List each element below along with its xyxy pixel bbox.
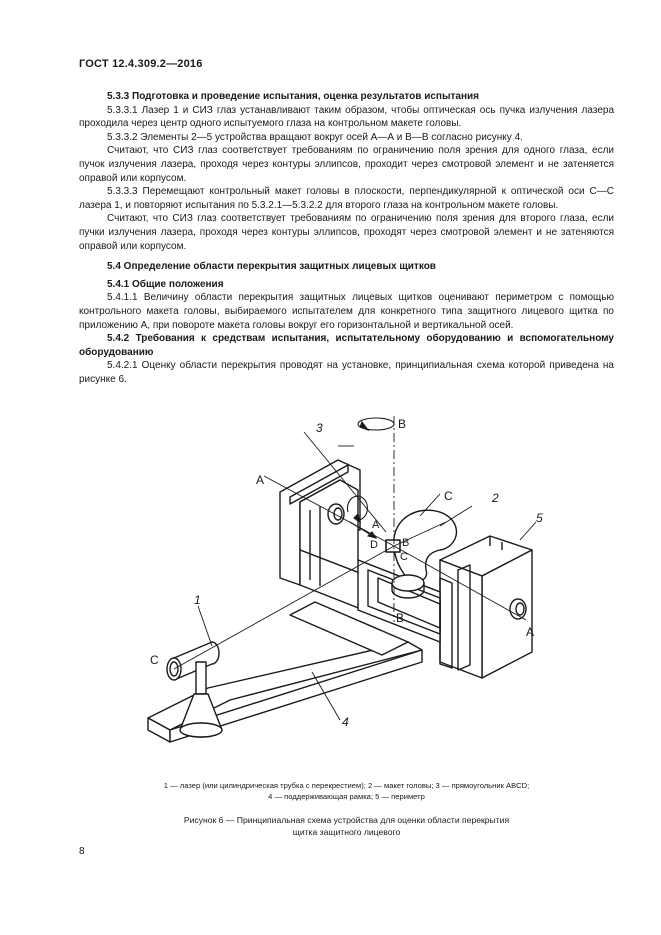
paragraph: 5.3.3.3 Перемещают контрольный макет головы в плоскости, перпендикулярной к оптической оси С—С лазера 1, и повторяют испытания по 5.3.2.1—5.3.2.2 для второго глаза на контрольном макете головы. — [79, 186, 614, 211]
label-b-top: B — [398, 417, 407, 431]
label-c-top: C — [444, 489, 453, 503]
section-heading: 5.4 Определение области перекрытия защитных лицевых щитков — [107, 261, 436, 273]
legend-line: 1 — лазер (или цилиндрическая трубка с перекрестием); 2 — макет головы; 3 — прямоугольник ABCD; — [163, 781, 530, 790]
document-body — [79, 90, 614, 386]
caption-line: щитка защитного лицевого — [292, 826, 401, 837]
label-4: 4 — [342, 715, 349, 729]
leader-1 — [198, 606, 212, 646]
label-a-left: A — [256, 473, 265, 487]
legend-line: 4 — поддерживающая рамка; 5 — периметр — [268, 792, 425, 801]
label-b-bottom: B — [396, 611, 405, 625]
paragraph: Считают, что СИЗ глаз соответствует требованиям по ограничению поля зрения для второго глаза, если пучки излучения лазера, проходя через контуры эллипсов, проходят через смотровой элемент и не затеняются оправой или корпусом. — [79, 213, 614, 252]
leader-5 — [520, 522, 536, 540]
label-1: 1 — [194, 593, 201, 607]
label-5: 5 — [536, 511, 543, 525]
label-2: 2 — [492, 491, 499, 505]
schematic-drawing — [140, 410, 580, 770]
label-c-corner: C — [400, 551, 408, 563]
subsection-heading: 5.4.2 Требования к средствам испытания, испытательному оборудованию и вспомогательному оборудованию — [79, 333, 614, 358]
label-d-corner: D — [370, 539, 378, 551]
paragraph: 5.3.3.1 Лазер 1 и СИЗ глаз устанавливают таким образом, чтобы оптическая ось пучка излучения лазера проходила через центр одного испытуемого глаза на контрольном макете головы. — [79, 104, 614, 130]
paragraph: 5.4.1.1 Величину области перекрытия защитных лицевых щитков оценивают периметром с помощью контрольного макета головы, выбираемого испытателем для конкретного типа защитного лицевого щитка по приложению А, при повороте макета головы вокруг его горизонтальной и вертикальной осей. — [79, 292, 614, 331]
paragraph: 5.4.2.1 Оценку области перекрытия проводят на установке, принципиальная схема которой приведена на рисунке 6. — [79, 360, 614, 385]
document-header: ГОСТ 12.4.309.2—2016 — [79, 58, 203, 70]
label-3: 3 — [316, 421, 323, 435]
subsection-heading: 5.4.1 Общие положения — [107, 278, 224, 290]
figure-caption — [79, 815, 614, 838]
label-b-corner: B — [402, 537, 410, 549]
figure-legend — [79, 780, 614, 802]
paragraph: Считают, что СИЗ глаз соответствует требованиям по ограничению поля зрения для одного глаза, если пучок излучения лазера, проходя через контуры эллипсов, проходит через смотровой элемент и не затеняется оправой или корпусом. — [79, 145, 614, 184]
caption-line: Рисунок 6 — Принципиальная схема устройства для оценки области перекрытия — [183, 815, 510, 825]
paragraph: 5.3.3.2 Элементы 2—5 устройства вращают вокруг осей А—А и В—В согласно рисунку 4. — [107, 131, 523, 143]
page-number: 8 — [79, 846, 85, 857]
section-heading: 5.3.3 Подготовка и проведение испытания, оценка результатов испытания — [107, 91, 479, 102]
label-c-laser: C — [150, 653, 159, 667]
label-a-corner: A — [372, 519, 380, 531]
figure-6-schematic — [140, 410, 580, 770]
label-a-right: A — [526, 625, 535, 639]
